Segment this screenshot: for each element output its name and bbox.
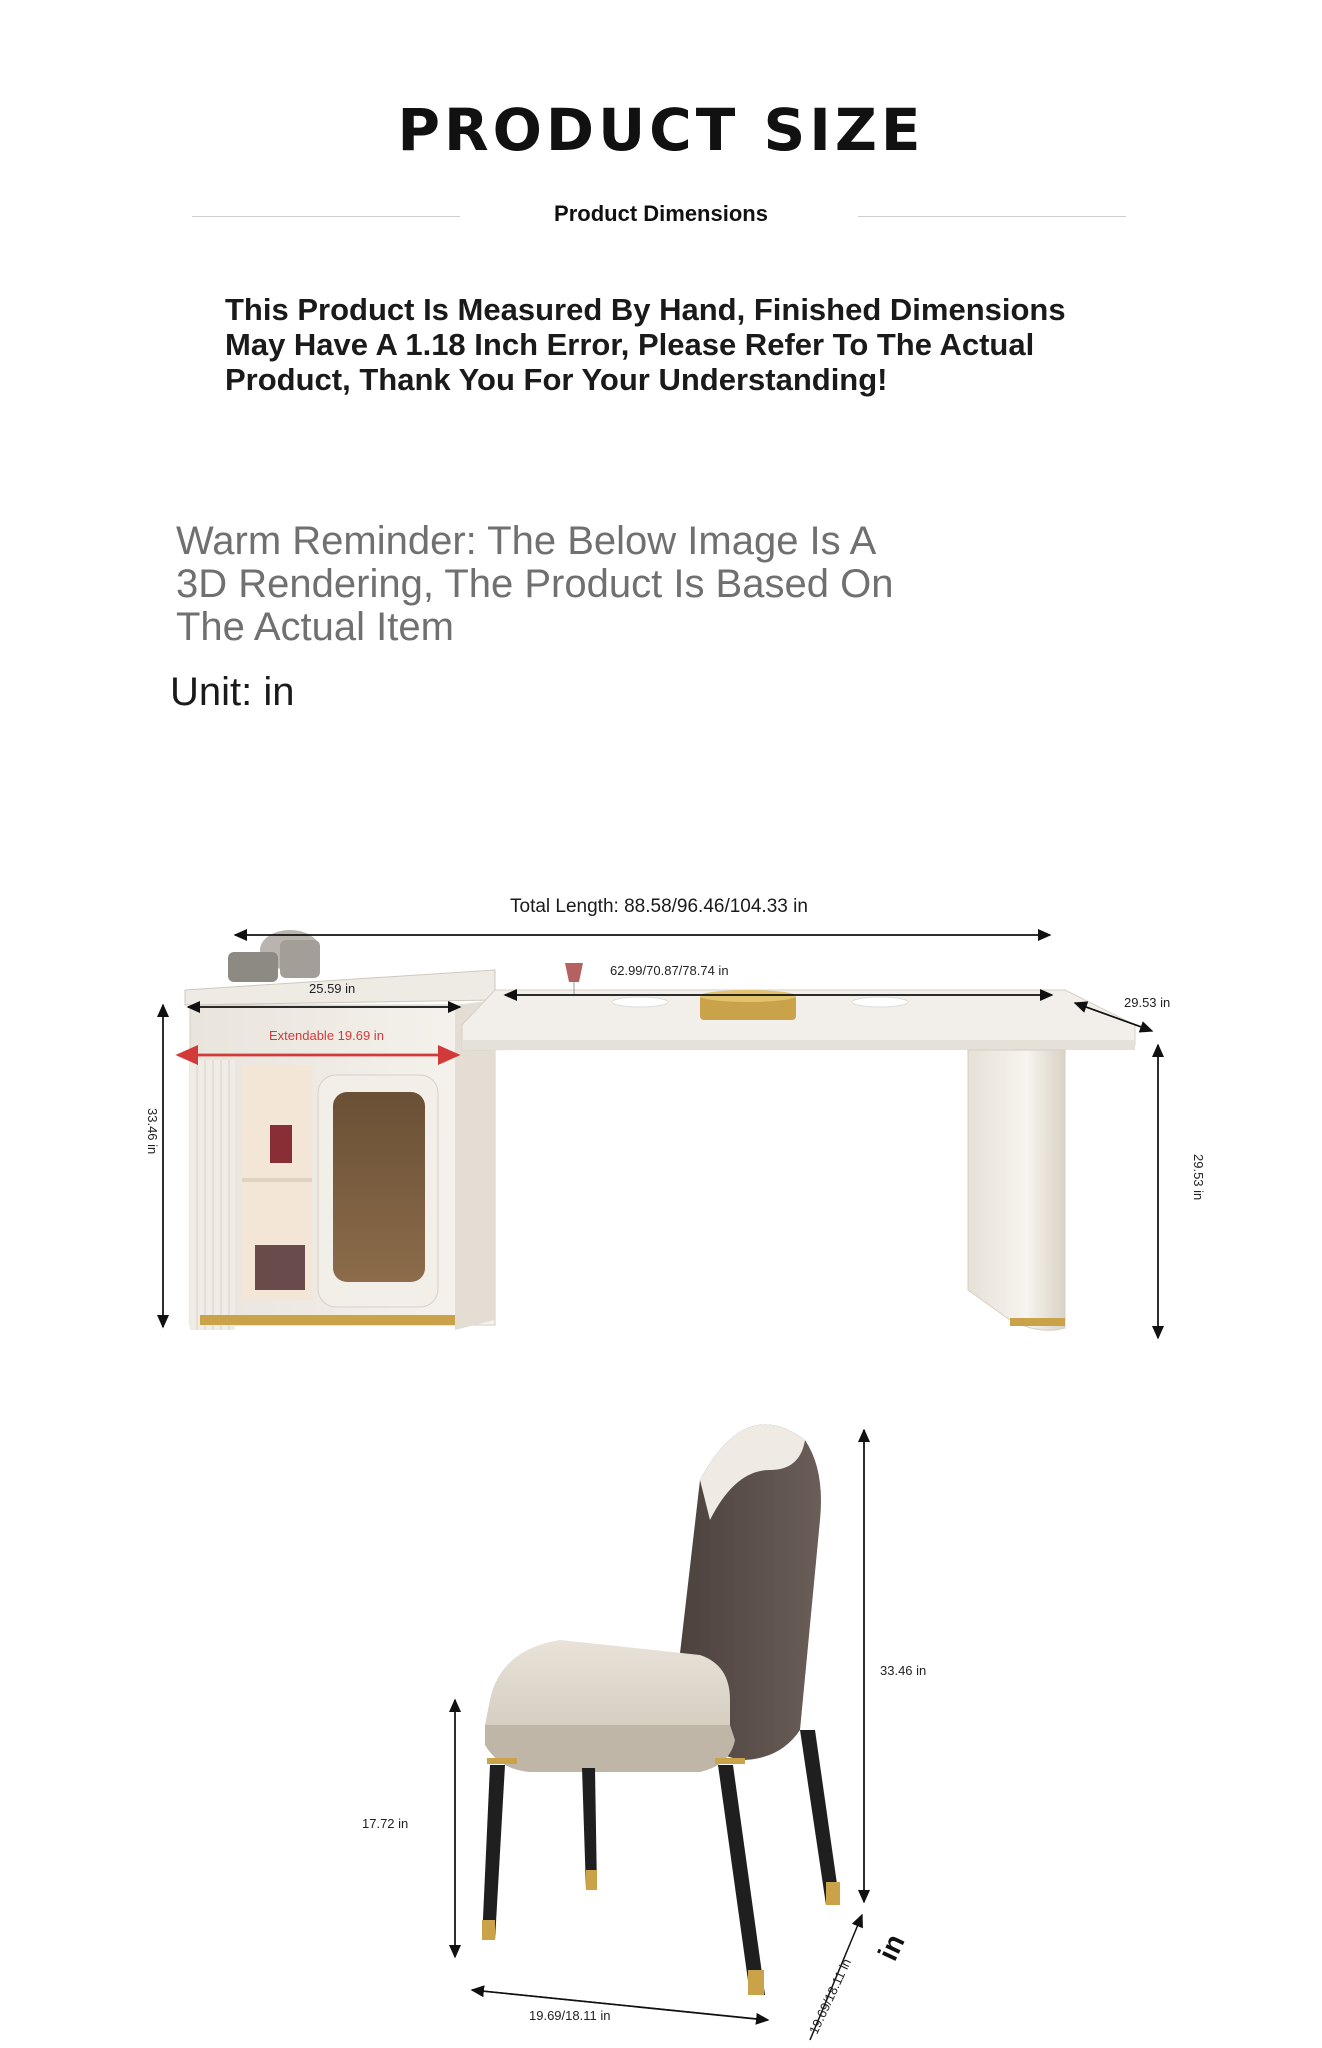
- cabinet-height-label: 33.46 in: [145, 1108, 160, 1155]
- rendering-reminder: Warm Reminder: The Below Image Is A 3D Rendering, The Product Is Based On The Actual Item: [176, 519, 894, 649]
- chair-width-label: 19.69/18.11 in: [529, 2008, 611, 2023]
- table-top-length-label: 62.99/70.87/78.74 in: [610, 963, 729, 978]
- chair-depth-unit: in: [872, 1929, 911, 1966]
- page-title: PRODUCT SIZE: [397, 96, 925, 164]
- extendable-label: Extendable 19.69 in: [269, 1028, 384, 1043]
- fluted-panel: [190, 1060, 235, 1330]
- table-height-label: 29.53 in: [1191, 1154, 1206, 1201]
- table-depth-label: 29.53 in: [1124, 995, 1171, 1010]
- dining-chair-illustration: [482, 1424, 840, 1995]
- total-length-label: Total Length: 88.58/96.46/104.33 in: [510, 896, 808, 917]
- unit-label: Unit: in: [170, 670, 295, 714]
- cabinet-width-label: 25.59 in: [309, 981, 356, 996]
- measurement-notice: This Product Is Measured By Hand, Finished Dimensions May Have A 1.18 Inch Error, Please Refer To The Actual Product, Thank You For Your Understanding!: [225, 292, 1066, 397]
- chair-height-label: 33.46 in: [880, 1663, 927, 1678]
- chair-seat-height-label: 17.72 in: [362, 1816, 409, 1831]
- section-subtitle: Product Dimensions: [554, 201, 768, 226]
- chair-depth-label: 19.69/18.11 in: [806, 1956, 855, 2037]
